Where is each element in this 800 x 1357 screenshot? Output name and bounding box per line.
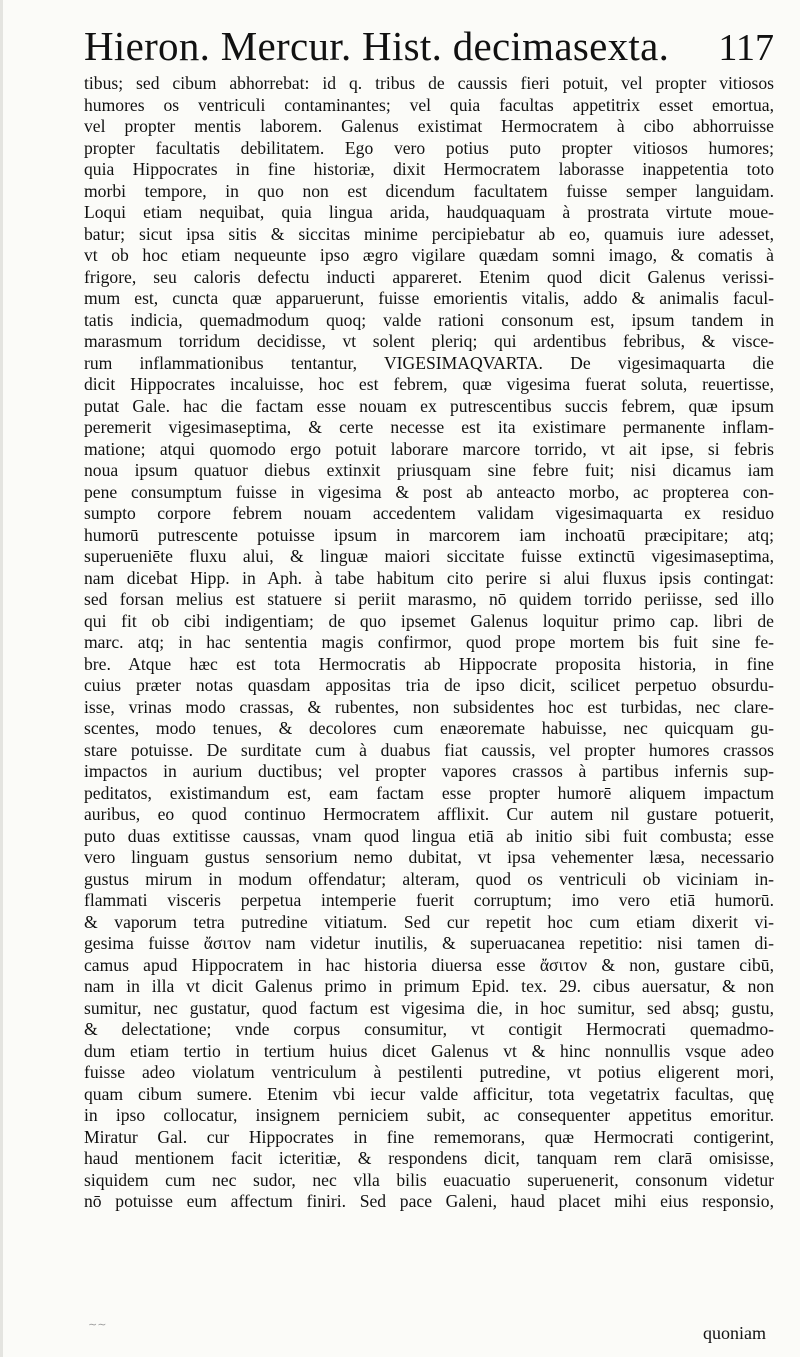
text-line: & delectatione; vnde corpus consumitur, vt contigit Hermocrati quemadmo- xyxy=(84,1019,774,1039)
text-line: Miratur Gal. cur Hippocrates in fine rememorans, quæ Hermocrati contigerint, xyxy=(84,1126,774,1147)
text-line: impactos in aurium ductibus; vel propter vapores crassos à partibus infernis sup- xyxy=(84,761,774,781)
page-number: 117 xyxy=(718,27,774,69)
text-line: vt ob hoc etiam nequeunte ipso ægro vigilare quædam somni imago, & comatis à xyxy=(84,245,774,265)
text-line: batur; sicut ipsa sitis & siccitas minime percipiebatur ab eo, quamuis iure adesset, xyxy=(84,223,774,244)
text-line: in ipso collocatur, insignem perniciem subit, ac consequenter appetitus emoritur. xyxy=(84,1105,774,1125)
text-line: tibus; sed cibum abhorrebat: id q. tribus de caussis fieri potuit, vel propter vitiosos xyxy=(84,73,774,93)
text-line: gustus mirum in modum offendatur; alteram, quod os ventriculi ob viciniam in- xyxy=(84,868,774,889)
text-line: dum etiam tertio in tertium huius dicet Galenus vt & hinc nonnullis vsque adeo xyxy=(84,1040,774,1061)
text-line: nam in illa vt dicit Galenus primo in primum Epid. tex. 29. cibus auersatur, & non xyxy=(84,976,774,996)
text-line: propter facultatis debilitatem. Ego vero potius puto propter vitiosos humores; xyxy=(84,137,774,158)
page-header xyxy=(84,20,774,72)
page-gutter-edge xyxy=(0,0,3,1357)
text-line: marasmum torridum decidisse, vt solent pleriq; qui ardentibus febribus, & viscе- xyxy=(84,331,774,351)
text-line: stare potuisse. De surditate cum à duabus fiat caussis, vel propter humores crassos xyxy=(84,739,774,760)
text-line: gesima fuisse ἄσιτον nam videtur inutilis, & superuacanea repetitio: nisi tamen di- xyxy=(84,933,774,953)
text-line: quia Hippocrates in fine historiæ, dixit Hermocratem laborasse inappetentia toto xyxy=(84,159,774,179)
text-line: sumpto corpore febrem nouam accedentem validam vigesimaquarta ex residuo xyxy=(84,503,774,523)
text-line: & vaporum tetra putredine vitiatum. Sed cur repetit hoc cum etiam dixerit vi- xyxy=(84,911,774,932)
text-line: siquidem cum nec sudor, nec vlla bilis euacuatio superuenerit, consonum videtur xyxy=(84,1169,774,1190)
text-line: morbi tempore, in quo non est dicendum facultatem fuisse semper languidam. xyxy=(84,180,774,201)
text-line: dicit Hippocrates incaluisse, hoc est febrem, quæ vigesima fuerat soluta, reuertisse, xyxy=(84,374,774,394)
text-line: isse, vrinas modo crassas, & rubentes, non subsidentes hoc est turbidas, nec clare- xyxy=(84,696,774,717)
body-text xyxy=(84,73,774,1213)
text-line: humores os ventriculi contaminantes; vel quia facultas appetitrix esset emortua, xyxy=(84,94,774,115)
text-line: qui fit ob cibi indigentiam; de quo ipsemet Galenus loquitur primo cap. libri de xyxy=(84,610,774,631)
text-line: humorū putrescente potuisse ipsum in marcorem iam inchoatū præcipitare; atq; xyxy=(84,524,774,545)
text-line: vero linguam gustus sensorium nemo dubitat, vt ipsa vehementer læsa, necessario xyxy=(84,847,774,867)
text-line: quam cibum sumere. Etenim vbi iecur valde afficitur, tota vegetatrix facultas, quę xyxy=(84,1083,774,1104)
text-line: scentes, modo tenues, & decolores cum enæoremate habuisse, nec quicquam gu- xyxy=(84,718,774,738)
text-line: rum inflammationibus tentantur, VIGESIMAQVARTA. De vigesimaquarta die xyxy=(84,352,774,373)
text-line: pene consumptum fuisse in vigesima & post ab anteacto morbo, ac propterea con- xyxy=(84,481,774,502)
text-line: matione; atqui quomodo ergo potuit laborare marcore torrido, vt ait ipse, si febris xyxy=(84,438,774,459)
text-line: peditatos, existimandum est, eam factam esse propter humorē aliquem impactum xyxy=(84,782,774,803)
text-line: bre. Atque hæc est tota Hermocratis ab Hippocrate proposita historia, in fine xyxy=(84,653,774,674)
text-line: sed forsan melius est statuere si periit marasmo, nō quidem torrido periisse, sed illo xyxy=(84,589,774,609)
text-line: fuisse adeo violatum ventriculum à pestilenti putredine, vt potius eligerent mori, xyxy=(84,1062,774,1082)
text-line: putat Gale. hac die factam esse nouam ex putrescentibus succis febrem, quæ ipsum xyxy=(84,395,774,416)
text-line: marc. atq; in hac sententia magis confirmor, quod prope mortem bis fuit sine fe- xyxy=(84,632,774,652)
text-line: puto duas extitisse caussas, vnam quod lingua etiā ab initio sibi fuit combusta; esse xyxy=(84,825,774,846)
text-line: noua ipsum quatuor diebus extinxit priusquam sine febre fuit; nisi dicamus iam xyxy=(84,460,774,480)
text-line: haud mentionem facit icteritiæ, & respondens dicit, tanquam rem clarā omisisse, xyxy=(84,1148,774,1168)
text-line: superueniēte fluxu alui, & linguæ maiori siccitate fuisse extinctū vigesimaseptima, xyxy=(84,546,774,566)
text-line: frigore, seu caloris defectu inducti appareret. Etenim quod dicit Galenus verissi- xyxy=(84,266,774,287)
text-line: camus apud Hippocratem in hac historia diuersa esse ἄσιτον & non, gustare cibū, xyxy=(84,954,774,975)
text-line: mum est, cuncta quæ apparuerunt, fuisse emorientis vitalis, addo & animalis facul- xyxy=(84,288,774,308)
text-line: auribus, eo quod continuo Hermocratem afflixit. Cur autem nil gustare potuerit, xyxy=(84,804,774,824)
text-line: flammati visceris perpetua intemperie fuerit corruptum; imo vero etiā humorū. xyxy=(84,890,774,910)
running-head: Hieron. Mercur. Hist. decimasexta. xyxy=(84,23,670,69)
text-line: Loqui etiam nequibat, quia lingua arida, haudquaquam à prostrata virtute moue- xyxy=(84,202,774,222)
text-line: nō potuisse eum affectum finiri. Sed pace Galeni, haud placet mihi eius responsio, xyxy=(84,1191,774,1211)
text-line: tatis indicia, quemadmodum quoq; valde rationi consonum est, ipsum tandem in xyxy=(84,309,774,330)
text-line: cuius præter notas quasdam appositas tria de ipso dicit, scilicet perpetuo obsurdu- xyxy=(84,675,774,695)
text-line: peremerit vigesimaseptima, & certe necesse est ita existimare permanente inflam- xyxy=(84,417,774,437)
text-line: nam dicebat Hipp. in Aph. à tabe habitum cito perire si alui fluxus ipsis contingat: xyxy=(84,567,774,588)
catchword: quoniam xyxy=(703,1323,766,1343)
faded-stamp-mark: ∼∼ xyxy=(88,1319,107,1331)
text-line: vel propter mentis laborem. Galenus existimat Hermocratem à cibo abhorruisse xyxy=(84,116,774,136)
text-line: sumitur, nec gustatur, quod factum est vigesima die, in hoc sumitur, sed absq; gustu, xyxy=(84,997,774,1018)
